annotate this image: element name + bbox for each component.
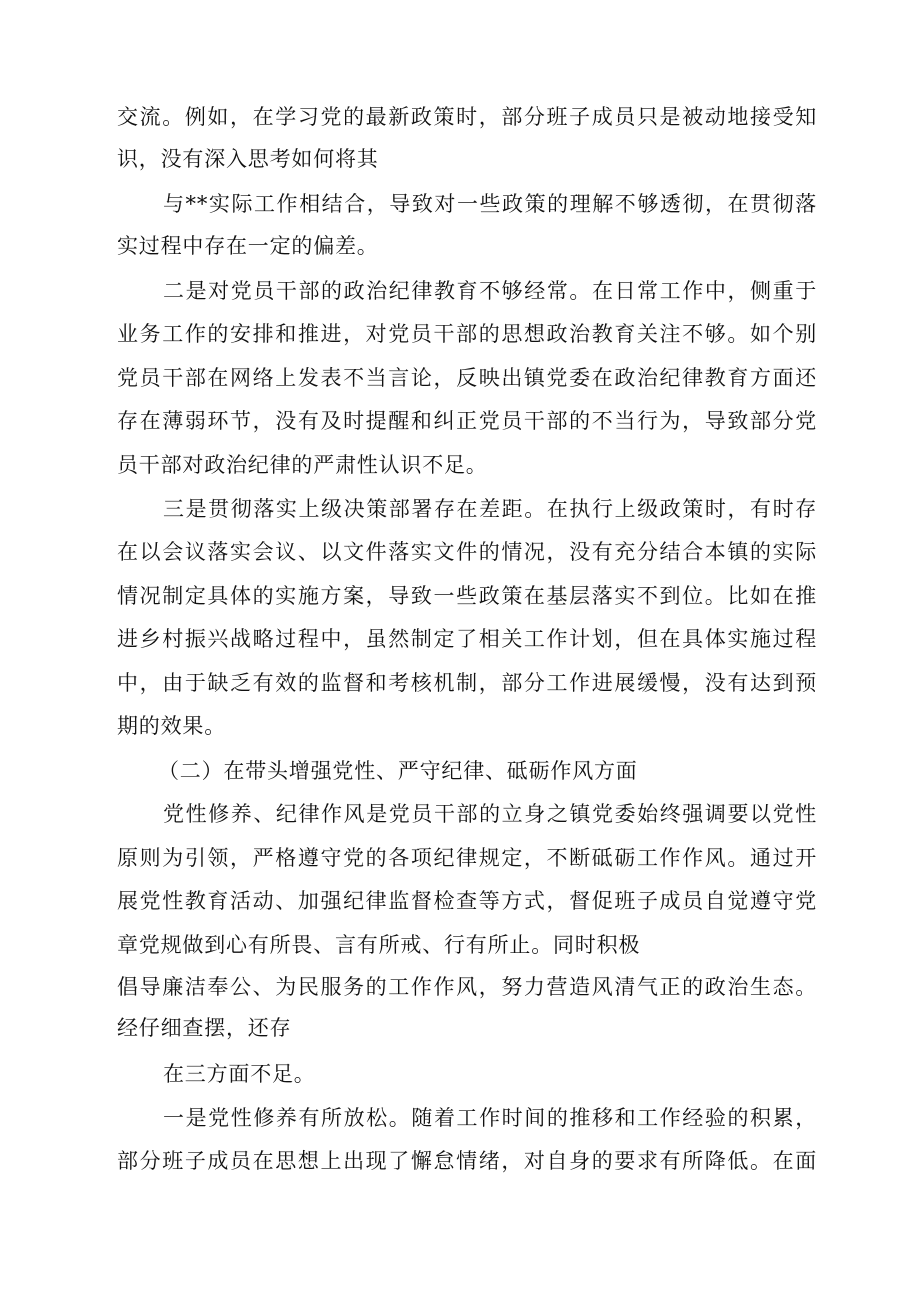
text-line-18: 原则为引领，严格遵守党的各项纪律规定，不断砥砺工作作风。通过开 [117,846,817,870]
text-line-25: 部分班子成员在思想上出现了懈怠情绪，对自身的要求有所降低。在面 [117,1149,817,1173]
text-line-10: 三是贯彻落实上级决策部署存在差距。在执行上级政策时，有时存 [163,497,817,521]
section-heading: （二）在带头增强党性、严守纪律、砥砺作风方面 [158,759,638,783]
text-line-4: 实过程中存在一定的偏差。 [117,234,379,258]
text-line-20: 章党规做到心有所畏、言有所戒、行有所止。同时积极 [117,933,641,957]
text-line-1: 交流。例如，在学习党的最新政策时，部分班子成员只是被动地接受知 [117,105,817,129]
text-line-11: 在以会议落实会议、以文件落实文件的情况，没有充分结合本镇的实际 [117,540,817,564]
text-line-12: 情况制定具体的实施方案，导致一些政策在基层落实不到位。比如在推 [117,584,817,608]
text-line-15: 期的效果。 [117,714,226,738]
text-line-23: 在三方面不足。 [163,1062,316,1086]
text-line-19: 展党性教育活动、加强纪律监督检查等方式，督促班子成员自觉遵守党 [117,889,817,913]
text-line-8: 存在薄弱环节，没有及时提醒和纠正党员干部的不当行为，导致部分党 [117,409,817,433]
text-line-17: 党性修养、纪律作风是党员干部的立身之镇党委始终强调要以党性 [163,802,817,826]
text-line-21: 倡导廉洁奉公、为民服务的工作作风，努力营造风清气正的政治生态。 [117,975,817,999]
text-line-13: 进乡村振兴战略过程中，虽然制定了相关工作计划，但在具体实施过程 [117,627,817,651]
text-line-22: 经仔细查摆，还存 [117,1016,292,1040]
text-line-9: 员干部对政治纪律的严肃性认识不足。 [117,453,488,477]
text-line-3: 与**实际工作相结合，导致对一些政策的理解不够透彻，在贯彻落 [163,192,817,216]
text-line-5: 二是对党员干部的政治纪律教育不够经常。在日常工作中，侧重于 [163,279,817,303]
text-line-6: 业务工作的安排和推进，对党员干部的思想政治教育关注不够。如个别 [117,322,817,346]
text-line-14: 中，由于缺乏有效的监督和考核机制，部分工作进展缓慢，没有达到预 [117,671,817,695]
text-line-7: 党员干部在网络上发表不当言论，反映出镇党委在政治纪律教育方面还 [117,366,817,390]
text-line-2: 识，没有深入思考如何将其 [117,147,379,171]
text-line-24: 一是党性修养有所放松。随着工作时间的推移和工作经验的积累， [163,1106,817,1130]
